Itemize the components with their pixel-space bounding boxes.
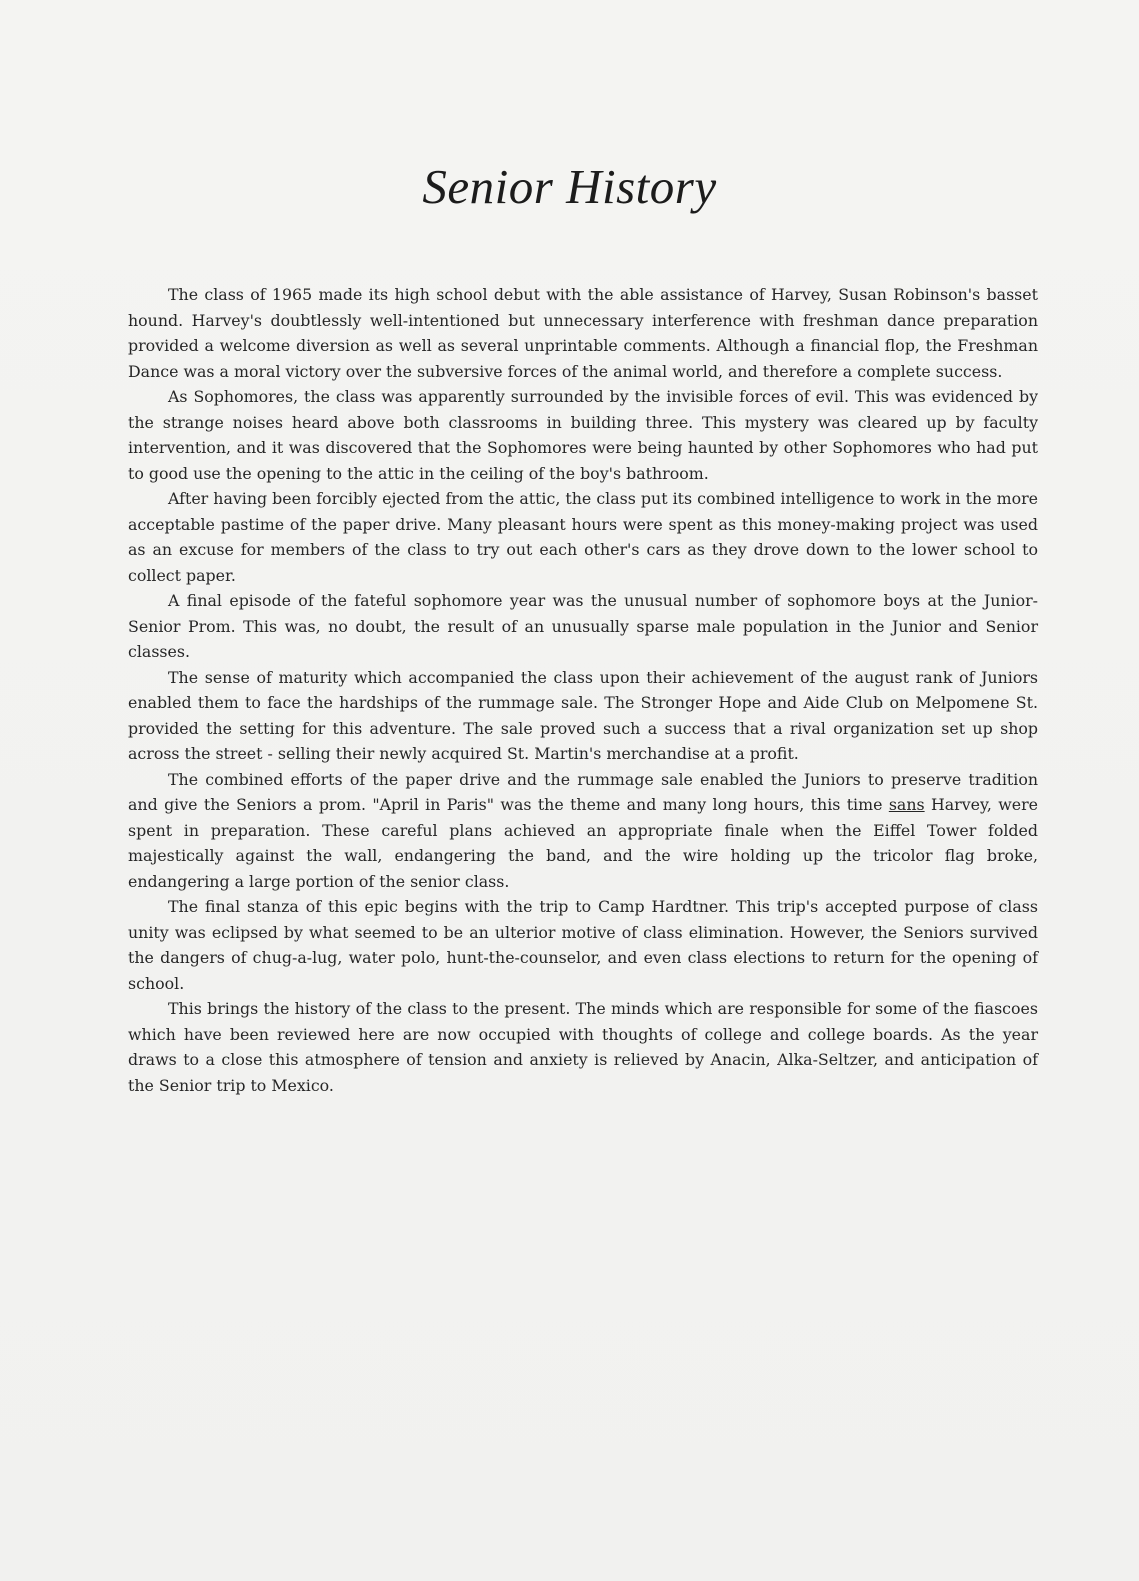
paragraph-april-in-paris: [128, 767, 1038, 895]
paragraph-sophomores: As Sophomores, the class was apparently surrounded by the invisible forces of evil. This was evidenced by the strange noises heard above both classrooms in building three. This mystery was cleared up by faculty intervention, and it was discovered that the Sophomores were being haunted by other Sophomores who had put to good use the opening to the attic in the ceiling of the boy's bathroom.: [128, 387, 1038, 483]
paragraph-april-in-paris-end: Harvey, were spent in preparation. These careful plans achieved an appropriate finale when the Eiffel Tower folded majestically against the wall, endangering the band, and the wire holding up the tricolor flag broke, endangering a large portion of the senior class.: [128, 795, 1038, 891]
paragraph-present: This brings the history of the class to the present. The minds which are responsible for some of the fiascoes which have been reviewed here are now occupied with thoughts of college and college boards. As the year draws to a close this atmosphere of tension and anxiety is relieved by Anacin, Alka-Seltzer, and anticipation of the Senior trip to Mexico.: [128, 999, 1038, 1095]
paragraph-april-in-paris-start: The combined efforts of the paper drive and the rummage sale enabled the Juniors to preserve tradition and give the Seniors a prom. "April in Paris" was the theme and many long hours, this time: [128, 769, 1038, 814]
page-title: Senior History: [422, 159, 717, 214]
history-body: [128, 282, 1038, 1098]
paragraph-rummage-sale: The sense of maturity which accompanied the class upon their achievement of the august rank of Juniors enabled them to face the hardships of the rummage sale. The Stronger Hope and Aide Club on Melpomene St. provided the setting for this adventure. The sale proved such a success that a rival organization set up shop across the street - selling their newly acquired St. Martin's merchandise at a profit.: [128, 667, 1038, 763]
paragraph-freshman: The class of 1965 made its high school debut with the able assistance of Harvey, Susan Robinson's basset hound. Harvey's doubtlessly well-intentioned but unnecessary interference with freshman dance preparation provided a welcome diversion as well as several unprintable comments. Although a financial flop, the Freshman Dance was a moral victory over the subversive forces of the animal world, and therefore a complete success.: [128, 285, 1038, 381]
underlined-word: sans: [888, 795, 925, 814]
paragraph-camp-hardtner: The final stanza of this epic begins with the trip to Camp Hardtner. This trip's accepted purpose of class unity was eclipsed by what seemed to be an ulterior motive of class elimination. However, the Seniors survived the dangers of chug-a-lug, water polo, hunt-the-counselor, and even class elections to return for the opening of school.: [128, 897, 1038, 993]
paragraph-paper-drive: After having been forcibly ejected from the attic, the class put its combined intelligence to work in the more acceptable pastime of the paper drive. Many pleasant hours were spent as this money-making project was used as an excuse for members of the class to try out each other's cars as they drove down to the lower school to collect paper.: [128, 489, 1038, 585]
paragraph-prom: A final episode of the fateful sophomore year was the unusual number of sophomore boys at the Junior-Senior Prom. This was, no doubt, the result of an unusually sparse male population in the Junior and Senior classes.: [128, 591, 1038, 661]
